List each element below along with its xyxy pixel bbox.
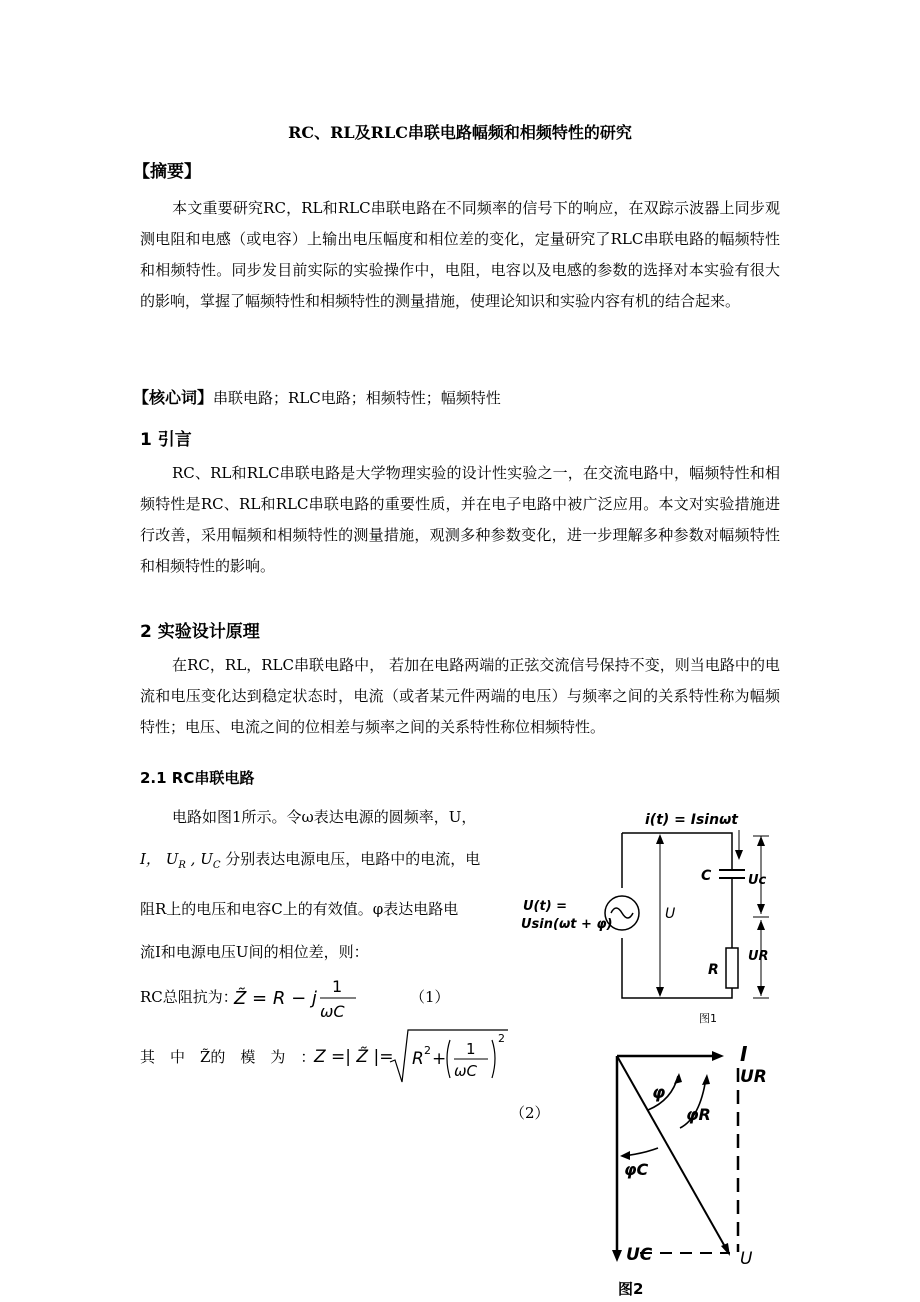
abstract-paragraph [140,193,780,317]
svg-text:1: 1 [332,977,343,996]
fig2-phir-label: φR [686,1105,711,1124]
eq2-label: 其 中 Z̃的 模 为 ： [140,1048,316,1066]
fig1-current-label: i(t) = Isinωt [645,812,738,828]
svg-text:+: + [432,1049,447,1069]
rc-line-2-a: I， [140,850,161,868]
keywords [133,385,501,408]
section-2-text: 在RC，RL，RLC串联电路中， 若加在电路两端的正弦交流信号保持不变，则当电路中的电流和电压变化达到稳定状态时，电流（或者某元件两端的电压）与频率之间的关系特性称为幅频特性；电压、电流之间的位相差与频率之间的关系特性称位相频特性。 [140,656,780,736]
section-2-paragraph [140,650,780,743]
fig1-source-label-2: Usin(ωt + φ) [521,917,613,932]
fig2-ur-label: UR [740,1067,767,1087]
section-2-heading: 2 实验设计原理 [140,622,260,642]
figure-2-phasor [600,1038,785,1298]
svg-text:ωC: ωC [320,1002,345,1021]
paper-title: RC、RL及RLC串联电路幅频和相频特性的研究 [288,123,632,142]
fig1-source-label-1: U(t) = [523,899,568,914]
svg-text:1: 1 [466,1040,476,1058]
svg-text:ωC: ωC [454,1062,478,1080]
fig1-ur-label: UR [748,949,769,964]
fig2-u-label: U [740,1249,753,1269]
section-1-text: RC、RL和RLC串联电路是大学物理实验的设计性实验之一，在交流电路中，幅频特性和相频特性是RC、RL和RLC串联电路的重要性质，并在电子电路中被广泛应用。本文对实验措施进行改善，采用幅频和相频特性的测量措施，观测多种参数变化，进一步理解多种参数对幅频特性和相频特性的影响。 [140,464,780,575]
section-1-heading: 1 引言 [140,430,192,450]
ur-uc-symbols: $U_R$ , $U_C$ [165,850,221,871]
svg-text:Z̃ = R − j: Z̃ = R − j [234,988,317,1009]
eq2-number: （2） [510,1104,550,1122]
fig1-c-label: C [701,868,712,884]
fig2-caption: 图2 [618,1280,644,1298]
abstract-heading: 【摘要】 [133,162,201,182]
subsection-2-1-heading: 2.1 RC串联电路 [140,769,255,787]
fig1-r-label: R [708,962,719,978]
rc-line-1: 电路如图1所示。令ω表达电源的圆频率，U， [172,808,477,826]
abstract-text: 本文重要研究RC，RL和RLC串联电路在不同频率的信号下的响应，在双踪示波器上同步观测电阻和电感（或电容）上输出电压幅度和相位差的变化，定量研究了RLC串联电路的幅频特性和相频特性。同步发目前实际的实验操作中，电阻，电容以及电感的参数的选择对本实验有很大的影响，掌握了幅频特性和相频特性的测量措施，使理论知识和实验内容有机的结合起来。 [140,199,780,310]
eq1-number: （1） [410,988,450,1006]
fig1-u-label: U [665,906,676,922]
equation-2 [312,1022,512,1096]
section-1-paragraph [140,458,780,582]
svg-text:R: R [412,1049,424,1069]
keywords-text: 串联电路；RLC电路；相频特性；幅频特性 [213,389,501,407]
svg-text:2: 2 [498,1032,505,1045]
fig2-i-label: I [740,1042,748,1066]
rc-line-3: 阻R上的电压和电容C上的有效值。φ表达电路电 [140,900,459,918]
svg-text:2: 2 [424,1044,431,1057]
figure-1-circuit [515,808,780,1033]
fig1-uc-label: Uc [748,873,767,888]
equation-1 [232,972,362,1028]
eq1-label: RC总阻抗为： [140,988,238,1006]
fig2-uc-label: UC [626,1245,653,1265]
fig2-phic-label: φC [624,1160,649,1179]
rc-line-2 [140,848,480,871]
keywords-label: 【核心词】 [133,388,214,407]
rc-line-4: 流I和电源电压U间的相位差，则： [140,943,369,961]
rc-line-2-b: 分别表达电源电压，电路中的电流，电 [225,850,481,868]
fig2-phi-label: φ [652,1083,666,1103]
fig1-caption: 图1 [699,1012,717,1025]
svg-text:Z =| Z̃ |=: Z =| Z̃ |= [314,1047,394,1067]
